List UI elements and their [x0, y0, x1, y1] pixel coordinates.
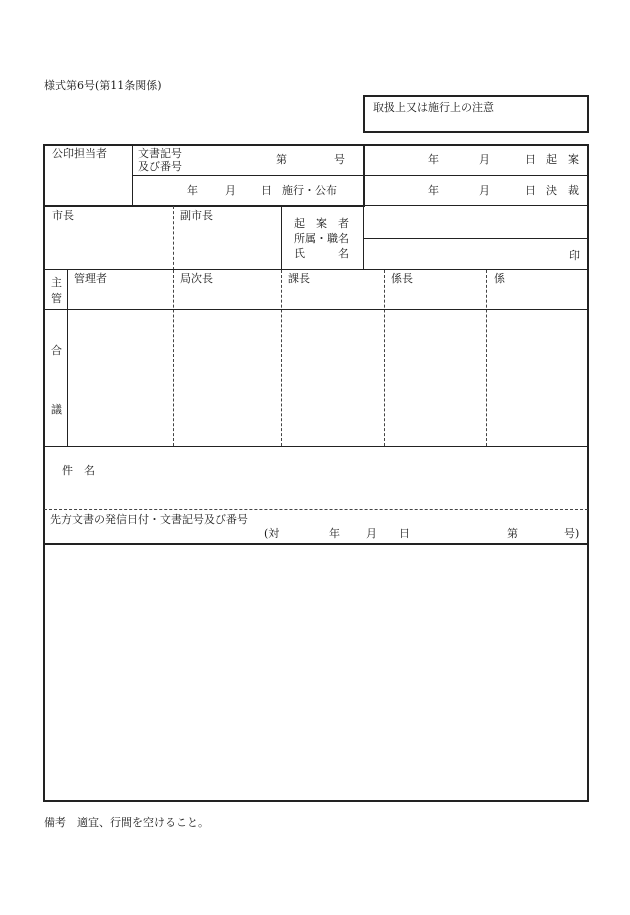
go-label: 合	[51, 344, 62, 357]
vice-mayor-label: 副市長	[180, 209, 213, 222]
draft-label: 起 案	[546, 153, 579, 166]
gi-label: 議	[51, 403, 62, 416]
section-chief-label: 課長	[288, 272, 310, 285]
seal-officer-label: 公印担当者	[52, 147, 107, 160]
draft-year: 年	[428, 153, 439, 166]
remarks-note: 備考 適宜、行間を空けること。	[44, 816, 209, 829]
shu-label: 主	[51, 276, 62, 289]
doc-symbol-label-1: 文書記号	[138, 147, 182, 160]
enforce-day: 日	[261, 184, 272, 197]
notice-label: 取扱上又は施行上の注意	[373, 101, 494, 114]
drafter-label-2: 所属・職名	[294, 232, 349, 245]
doc-number-dai: 第	[276, 153, 287, 166]
form-title: 様式第6号(第11条関係)	[44, 79, 162, 92]
origin-tai: (対	[264, 527, 280, 540]
origin-dai: 第	[507, 527, 518, 540]
decision-month: 月	[479, 184, 490, 197]
subject-label: 件 名	[62, 464, 95, 477]
doc-number-gou: 号	[334, 153, 345, 166]
draft-month: 月	[479, 153, 490, 166]
subsection-chief-label: 係長	[391, 272, 413, 285]
enforce-month: 月	[225, 184, 236, 197]
mayor-label: 市長	[52, 209, 74, 222]
decision-day: 日	[525, 184, 536, 197]
seal-mark: 印	[569, 249, 580, 262]
decision-label: 決 裁	[546, 184, 579, 197]
enforce-year: 年	[187, 184, 198, 197]
bureau-deputy-label: 局次長	[180, 272, 213, 285]
origin-month: 月	[366, 527, 377, 540]
notice-box	[363, 95, 589, 133]
drafter-label-1: 起 案 者	[294, 217, 349, 230]
drafter-label-3: 氏 名	[294, 247, 349, 260]
draft-day: 日	[525, 153, 536, 166]
origin-doc-label: 先方文書の発信日付・文書記号及び番号	[50, 513, 248, 526]
origin-gou: 号)	[564, 527, 580, 540]
staff-label: 係	[494, 272, 505, 285]
origin-year: 年	[329, 527, 340, 540]
decision-year: 年	[428, 184, 439, 197]
doc-symbol-label-2: 及び番号	[138, 160, 182, 173]
origin-day: 日	[399, 527, 410, 540]
kan-label: 管	[51, 292, 62, 305]
manager-label: 管理者	[74, 272, 107, 285]
enforce-publish-label: 施行・公布	[282, 184, 337, 197]
body-area	[45, 545, 587, 799]
